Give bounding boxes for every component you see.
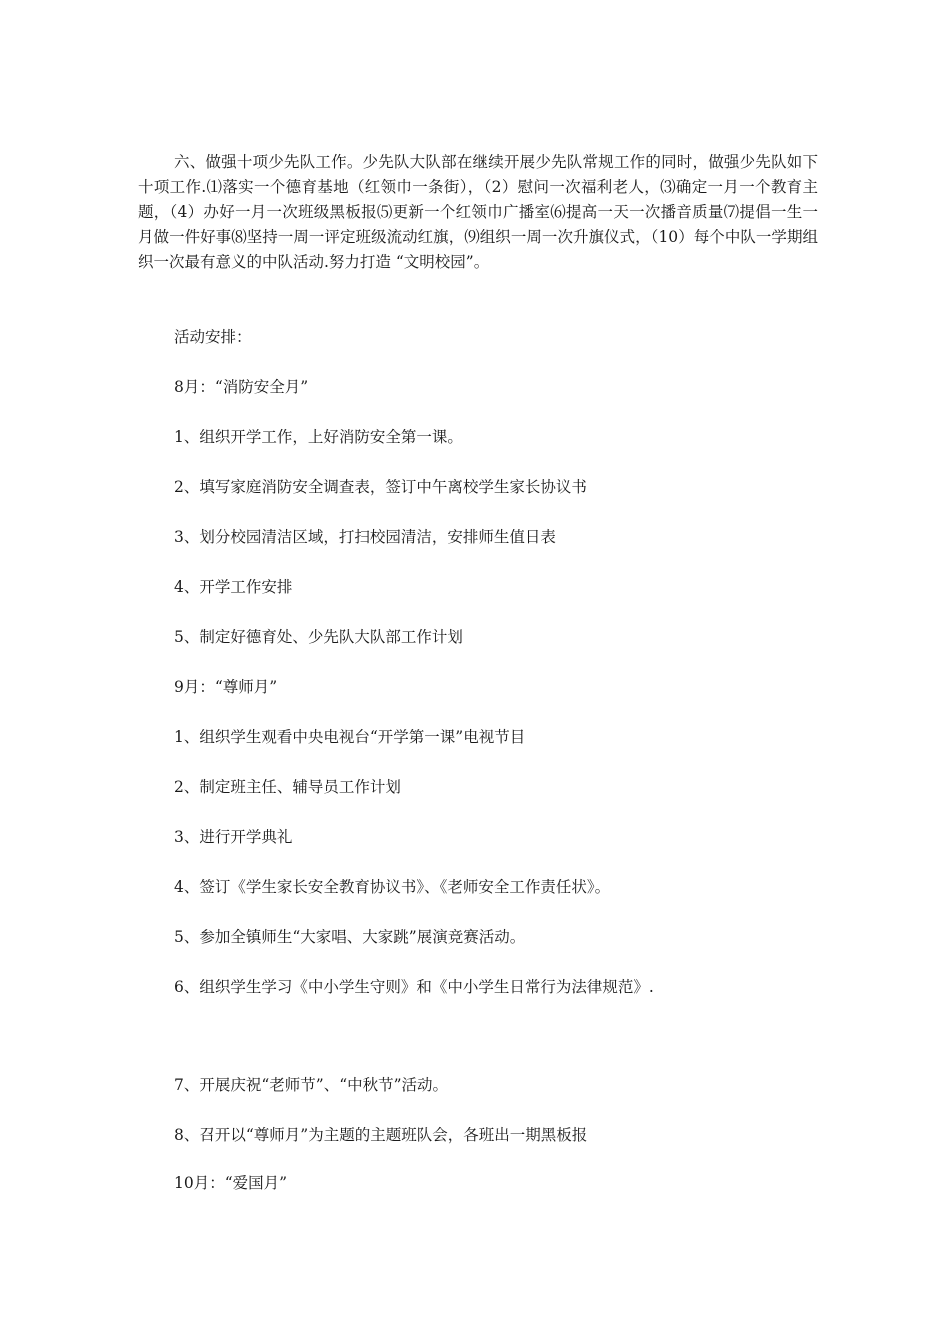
list-item: 4、签订《学生家长安全教育协议书》、《老师安全工作责任状》。	[174, 878, 611, 896]
list-item: 2、填写家庭消防安全调查表，签订中午离校学生家长协议书	[174, 478, 587, 496]
list-item: 3、划分校园清洁区域，打扫校园清洁，安排师生值日表	[174, 528, 556, 546]
list-item: 5、参加全镇师生“大家唱、大家跳”展演竞赛活动。	[174, 928, 526, 946]
list-item: 1、组织开学工作，上好消防安全第一课。	[174, 428, 463, 446]
list-item: 2、制定班主任、辅导员工作计划	[174, 778, 401, 796]
activity-heading: 活动安排：	[174, 328, 252, 346]
month-heading-october: 10月：“爱国月”	[174, 1174, 288, 1192]
month-heading-september: 9月：“尊师月”	[174, 678, 278, 696]
list-item: 4、开学工作安排	[174, 578, 293, 596]
month-heading-august: 8月：“消防安全月”	[174, 378, 309, 396]
list-item: 1、组织学生观看中央电视台“开学第一课”电视节目	[174, 728, 526, 746]
list-item: 8、召开以“尊师月”为主题的主题班队会，各班出一期黑板报	[174, 1126, 588, 1144]
intro-paragraph: 六、做强十项少先队工作。少先队大队部在继续开展少先队常规工作的同时，做强少先队如下十项工作.⑴落实一个德育基地（红领巾一条街），（2）慰问一次福利老人，⑶确定一月一个教育主题，（4）办好一月一次班级黑板报⑸更新一个红领巾广播室⑹提高一天一次播音质量⑺提倡一生一月做一件好事⑻坚持一周一评定班级流动红旗，⑼组织一周一次升旗仪式，（10）每个中队一学期组织一次最有意义的中队活动.努力打造 “文明校园”。	[138, 153, 818, 271]
list-item: 6、组织学生学习《中小学生守则》和《中小学生日常行为法律规范》.	[174, 978, 654, 996]
list-item: 7、开展庆祝“老师节”、“中秋节”活动。	[174, 1076, 449, 1094]
list-item: 5、制定好德育处、少先队大队部工作计划	[174, 628, 463, 646]
list-item: 3、进行开学典礼	[174, 828, 293, 846]
